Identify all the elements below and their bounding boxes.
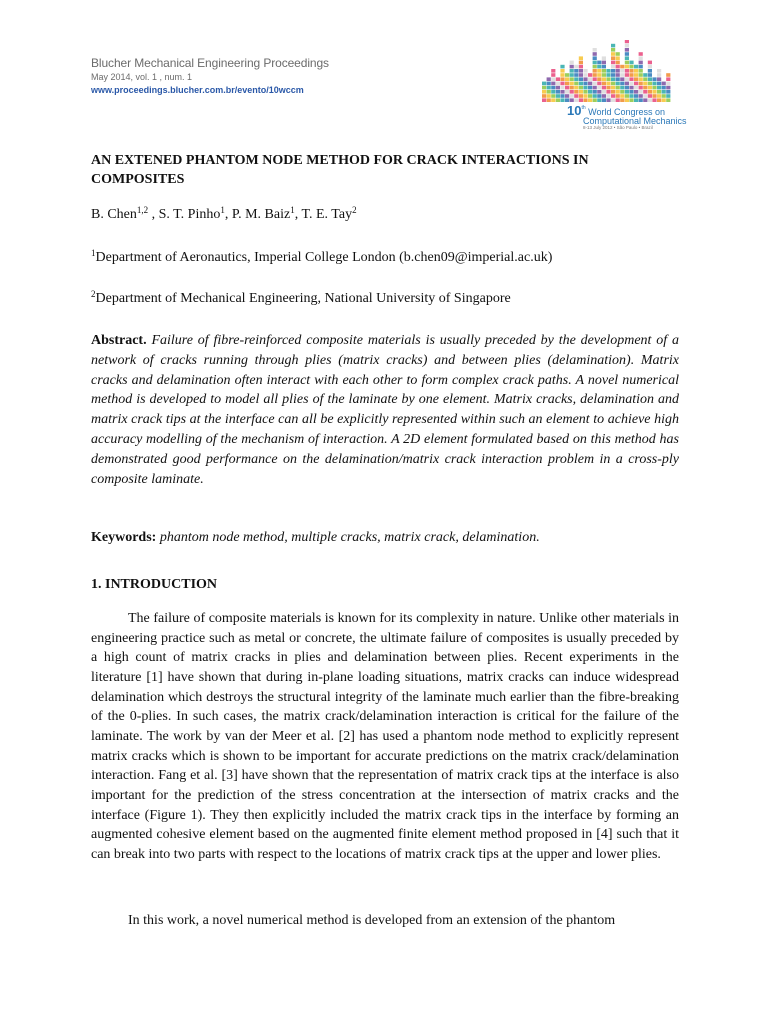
logo-tile	[611, 69, 615, 73]
logo-tile	[574, 73, 578, 77]
author-affil-sup: 1	[220, 205, 225, 215]
logo-tile	[583, 90, 587, 94]
logo-tile	[597, 77, 601, 81]
logo-tile	[602, 65, 606, 69]
affiliation-1	[91, 249, 552, 267]
logo-tile	[551, 94, 555, 98]
logo-tile	[666, 98, 670, 102]
logo-tile	[666, 90, 670, 94]
logo-tile	[639, 82, 643, 86]
logo-tile	[570, 98, 574, 102]
logo-tile	[593, 98, 597, 102]
logo-tile	[629, 65, 633, 69]
logo-tile	[597, 90, 601, 94]
logo-tile	[579, 98, 583, 102]
logo-tile	[616, 65, 620, 69]
logo-tile	[616, 94, 620, 98]
logo-tile	[643, 90, 647, 94]
logo-tile	[588, 77, 592, 81]
logo-tile	[616, 73, 620, 77]
logo-tile	[648, 65, 652, 69]
logo-tile	[620, 82, 624, 86]
logo-tile	[625, 77, 629, 81]
logo-tile	[629, 61, 633, 65]
logo-tile	[625, 73, 629, 77]
journal-issue: May 2014, vol. 1 , num. 1	[91, 72, 193, 82]
logo-tile	[666, 94, 670, 98]
logo-tile	[560, 69, 564, 73]
journal-name: Blucher Mechanical Engineering Proceedings	[91, 56, 329, 70]
logo-tile	[648, 94, 652, 98]
logo-tile	[616, 86, 620, 90]
author-name: P. M. Baiz	[231, 207, 291, 222]
logo-tile	[556, 90, 560, 94]
logo-tile	[597, 82, 601, 86]
logo-tile	[625, 61, 629, 65]
logo-tile	[634, 86, 638, 90]
logo-tile	[556, 86, 560, 90]
logo-tile	[593, 56, 597, 60]
logo-tile	[588, 73, 592, 77]
abstract	[91, 331, 679, 489]
logo-tile	[639, 52, 643, 56]
author-affil-sup: 2	[352, 205, 357, 215]
logo-tile	[625, 86, 629, 90]
logo-tile	[639, 86, 643, 90]
logo-tile	[639, 56, 643, 60]
logo-tile	[657, 94, 661, 98]
logo-tile	[574, 65, 578, 69]
logo-tile	[662, 98, 666, 102]
logo-tile	[551, 98, 555, 102]
logo-tile	[593, 52, 597, 56]
logo-tile	[551, 82, 555, 86]
logo-tile	[551, 90, 555, 94]
logo-tile	[579, 94, 583, 98]
logo-tile	[579, 61, 583, 65]
logo-tile	[639, 77, 643, 81]
logo-tile	[574, 86, 578, 90]
logo-tile	[616, 56, 620, 60]
logo-tile	[616, 82, 620, 86]
logo-tile	[560, 94, 564, 98]
logo-tile	[593, 48, 597, 52]
logo-tile	[662, 94, 666, 98]
logo-tile	[593, 73, 597, 77]
logo-tile	[602, 94, 606, 98]
logo-tile	[574, 69, 578, 73]
logo-tile	[662, 86, 666, 90]
logo-tile	[611, 44, 615, 48]
logo-tile	[565, 82, 569, 86]
logo-number: 10	[567, 103, 582, 118]
logo-tile	[616, 61, 620, 65]
logo-tile	[625, 52, 629, 56]
affiliation-2	[91, 290, 511, 308]
logo-tile	[588, 90, 592, 94]
logo-tile	[611, 61, 615, 65]
logo-tile	[579, 65, 583, 69]
logo-tile	[556, 94, 560, 98]
logo-tile	[570, 86, 574, 90]
logo-tile	[597, 86, 601, 90]
logo-tile	[611, 90, 615, 94]
logo-tile	[666, 73, 670, 77]
logo-tile	[602, 56, 606, 60]
logo-tile	[593, 69, 597, 73]
logo-tile	[620, 69, 624, 73]
logo-tile	[551, 77, 555, 81]
logo-tile	[565, 77, 569, 81]
logo-tile	[639, 90, 643, 94]
logo-tile	[547, 98, 551, 102]
logo-tile	[556, 82, 560, 86]
logo-tile	[583, 82, 587, 86]
body-paragraph: In this work, a novel numerical method is developed from an extension of the phantom	[128, 913, 616, 928]
logo-tile	[625, 90, 629, 94]
logo-tile	[597, 61, 601, 65]
logo-tile	[574, 94, 578, 98]
logo-tile	[643, 82, 647, 86]
logo-tile	[629, 86, 633, 90]
logo-tile	[648, 77, 652, 81]
logo-tile	[570, 73, 574, 77]
logo-tile	[602, 77, 606, 81]
logo-tile	[593, 82, 597, 86]
logo-tile	[625, 48, 629, 52]
logo-tile	[620, 98, 624, 102]
keywords	[91, 529, 679, 547]
logo-tile	[625, 82, 629, 86]
logo-tile	[574, 77, 578, 81]
logo-tile	[542, 94, 546, 98]
logo-tile	[565, 86, 569, 90]
logo-tile	[547, 77, 551, 81]
logo-tile	[643, 98, 647, 102]
logo-tile	[602, 69, 606, 73]
logo-tile	[602, 86, 606, 90]
logo-tile	[606, 98, 610, 102]
section-heading: 1. INTRODUCTION	[91, 577, 218, 592]
logo-tile	[657, 69, 661, 73]
logo-tile	[639, 69, 643, 73]
logo-tile	[597, 69, 601, 73]
logo-tile	[583, 77, 587, 81]
logo-tile	[570, 82, 574, 86]
logo-tile	[560, 77, 564, 81]
logo-tile	[611, 73, 615, 77]
logo-tile	[634, 94, 638, 98]
logo-tile	[611, 82, 615, 86]
logo-tile	[602, 98, 606, 102]
logo-tile	[593, 65, 597, 69]
logo-tile	[620, 73, 624, 77]
logo-tile	[662, 82, 666, 86]
abstract-label: Abstract.	[91, 333, 147, 348]
logo-tile	[620, 94, 624, 98]
logo-tile	[560, 82, 564, 86]
logo-tile	[570, 90, 574, 94]
logo-tile	[570, 65, 574, 69]
logo-tile	[570, 69, 574, 73]
logo-tile	[639, 98, 643, 102]
affiliation-text: Department of Mechanical Engineering, National University of Singapore	[95, 291, 511, 306]
logo-tile	[648, 73, 652, 77]
affiliation-text: Department of Aeronautics, Imperial College London (b.chen09@imperial.ac.uk)	[95, 250, 553, 265]
affiliation-sup: 2	[91, 289, 96, 299]
logo-tile	[593, 94, 597, 98]
logo-tile	[657, 86, 661, 90]
logo-tile	[629, 69, 633, 73]
logo-tile	[560, 73, 564, 77]
wccm-logo-text	[567, 103, 687, 126]
logo-tile	[657, 98, 661, 102]
logo-tile	[583, 73, 587, 77]
logo-tile	[597, 73, 601, 77]
logo-tile	[625, 69, 629, 73]
logo-tile	[556, 98, 560, 102]
logo-tile	[556, 77, 560, 81]
logo-tile	[602, 73, 606, 77]
logo-tile	[625, 56, 629, 60]
logo-tile	[648, 98, 652, 102]
journal-url-link[interactable]: www.proceedings.blucher.com.br/evento/10wccm	[91, 85, 304, 95]
logo-tile	[611, 65, 615, 69]
logo-tile	[560, 86, 564, 90]
logo-tile	[574, 98, 578, 102]
logo-tile	[542, 82, 546, 86]
logo-tile	[648, 82, 652, 86]
logo-tile	[620, 90, 624, 94]
logo-tile	[593, 90, 597, 94]
logo-tile	[574, 82, 578, 86]
logo-tile	[657, 90, 661, 94]
logo-tile	[662, 90, 666, 94]
logo-tile	[565, 73, 569, 77]
logo-tile	[625, 98, 629, 102]
logo-tile	[629, 90, 633, 94]
logo-tile	[570, 77, 574, 81]
abstract-text: Failure of fibre-reinforced composite materials is usually preceded by the development of a network of cracks running through plies (matrix cracks) and between plies (delamination). Matrix cracks and delamination often interact with each other to form complex crack paths. A novel numerical method is developed to model all plies of the laminate by one element. Matrix cracks, delamination and matrix crack tips at the interface can all be explicitly represented within such an element to achieve high accuracy modelling of the mechanism of interaction. A 2D element formulated based on this method has demonstrated good performance on the delamination/matrix crack interaction problem in a cross-ply composite laminate.	[91, 333, 680, 487]
logo-tile	[616, 52, 620, 56]
logo-tile	[620, 65, 624, 69]
logo-tile	[602, 90, 606, 94]
logo-tile	[565, 98, 569, 102]
logo-tile	[620, 86, 624, 90]
logo-tile	[551, 86, 555, 90]
logo-tile	[625, 94, 629, 98]
logo-tile	[579, 69, 583, 73]
logo-tile	[588, 86, 592, 90]
logo-tile	[560, 98, 564, 102]
logo-tile	[634, 82, 638, 86]
logo-tile	[593, 86, 597, 90]
logo-superscript: th	[581, 105, 586, 111]
logo-tile	[593, 77, 597, 81]
logo-tile	[634, 77, 638, 81]
logo-tile	[602, 61, 606, 65]
logo-tile	[616, 98, 620, 102]
logo-tile	[666, 82, 670, 86]
logo-tile	[629, 82, 633, 86]
logo-tile	[579, 86, 583, 90]
logo-tile	[643, 94, 647, 98]
logo-tile	[579, 77, 583, 81]
logo-tile	[629, 77, 633, 81]
logo-tile	[629, 98, 633, 102]
logo-tile	[652, 90, 656, 94]
logo-tile	[542, 90, 546, 94]
logo-tile	[570, 61, 574, 65]
logo-tile	[588, 82, 592, 86]
logo-tile	[551, 69, 555, 73]
logo-tile	[625, 44, 629, 48]
logo-tile	[634, 98, 638, 102]
body-paragraph: The failure of composite materials is known for its complexity in nature. Unlike other materials in engineering practice such as metal or concrete, the ultimate failure of composites is usually preceded by a high count of matrix cracks in plies and delamination between plies. Recent experiments in the literature [1] have shown that during in-plane loading situations, matrix cracks can induce widespread delamination which destroys the structural integrity of the laminate much earlier than the fibre-breaking of the 0-plies. In such cases, the matrix crack/delamination interaction is critical for the failure of the laminate. The work by van der Meer et al. [2] has used a phantom node method to explicitly represent matrix cracks which is shown to be important for accurate predictions on the matrix crack/delamination interaction. Fang et al. [3] have shown that the representation of matrix crack tips at the interface is also important for the prediction of the stress concentration at the intersection of matrix cracks and the interface (Figure 1). They then explicitly included the matrix crack tips in the interface by forming an augmented cohesive element based on the augmented finite element method proposed in [4] such that it can break into two parts with respect to the locations of matrix crack tips at the upper and lower plies.	[91, 611, 679, 862]
logo-tile	[565, 94, 569, 98]
logo-tile	[616, 69, 620, 73]
logo-tile	[542, 86, 546, 90]
logo-tile	[620, 77, 624, 81]
logo-tile	[547, 94, 551, 98]
logo-tile	[652, 94, 656, 98]
logo-tile	[611, 86, 615, 90]
author-name: T. E. Tay	[301, 207, 353, 222]
logo-tile	[583, 69, 587, 73]
logo-tile	[579, 56, 583, 60]
logo-tile	[560, 65, 564, 69]
logo-tile	[611, 56, 615, 60]
logo-tile	[652, 77, 656, 81]
logo-tile	[639, 65, 643, 69]
logo-tile	[634, 90, 638, 94]
logo-tile	[634, 69, 638, 73]
logo-tile	[547, 82, 551, 86]
logo-tile	[565, 90, 569, 94]
logo-tile	[574, 90, 578, 94]
logo-tile	[547, 90, 551, 94]
logo-tile	[643, 73, 647, 77]
logo-tile	[639, 94, 643, 98]
logo-dates: 8-13 July 2012 • São Paulo • Brazil	[583, 125, 653, 130]
logo-tile	[570, 94, 574, 98]
logo-tile	[597, 98, 601, 102]
logo-tile	[583, 94, 587, 98]
logo-tile	[551, 73, 555, 77]
logo-tile	[560, 90, 564, 94]
logo-tile	[652, 86, 656, 90]
logo-tile	[616, 77, 620, 81]
logo-tile	[616, 90, 620, 94]
logo-tile	[606, 73, 610, 77]
logo-tile	[611, 48, 615, 52]
logo-tile	[606, 86, 610, 90]
logo-tile	[579, 73, 583, 77]
keywords-text: phantom node method, multiple cracks, matrix crack, delamination.	[159, 530, 540, 545]
author-affil-sup: 1	[290, 205, 295, 215]
logo-tile	[593, 61, 597, 65]
author-name: S. T. Pinho	[158, 207, 221, 222]
logo-tile	[611, 94, 615, 98]
logo-tile	[629, 73, 633, 77]
affiliation-sup: 1	[91, 248, 96, 258]
logo-tile	[643, 77, 647, 81]
logo-tile	[583, 98, 587, 102]
logo-tile	[666, 77, 670, 81]
logo-tile	[611, 52, 615, 56]
author-name: B. Chen	[91, 207, 137, 222]
logo-tile	[634, 73, 638, 77]
logo-tile	[579, 82, 583, 86]
logo-tile	[657, 73, 661, 77]
logo-tile	[634, 65, 638, 69]
logo-tile	[639, 61, 643, 65]
logo-tile	[547, 86, 551, 90]
logo-tile	[583, 86, 587, 90]
logo-tile	[657, 77, 661, 81]
logo-tile	[652, 82, 656, 86]
logo-tile	[657, 82, 661, 86]
logo-line2: Computational Mechanics	[583, 116, 687, 126]
logo-tile	[606, 77, 610, 81]
keywords-label: Keywords:	[91, 530, 157, 545]
author-list: B. Chen$^{1,2}$ , S. T. Pinho$^1$, P. M. Baiz$^1$, T. E. Tay$^2$	[91, 205, 357, 222]
logo-tile	[602, 82, 606, 86]
logo-tile	[625, 65, 629, 69]
logo-line1: World Congress on	[588, 107, 666, 117]
logo-tile	[611, 77, 615, 81]
author-affil-sup: 1,2	[136, 205, 149, 215]
logo-tile	[611, 98, 615, 102]
logo-tile	[639, 73, 643, 77]
logo-tile	[629, 94, 633, 98]
logo-tile	[648, 69, 652, 73]
logo-tile	[606, 90, 610, 94]
logo-tile	[606, 94, 610, 98]
logo-tile	[606, 69, 610, 73]
paper-title: AN EXTENED PHANTOM NODE METHOD FOR CRACK INTERACTIONS IN COMPOSITES	[91, 153, 589, 187]
logo-tile	[588, 94, 592, 98]
logo-tile	[597, 94, 601, 98]
logo-tile	[542, 98, 546, 102]
logo-tile	[652, 98, 656, 102]
logo-tile	[597, 65, 601, 69]
logo-tile	[648, 90, 652, 94]
logo-tile	[588, 98, 592, 102]
logo-tile	[606, 82, 610, 86]
logo-tile	[625, 40, 629, 43]
logo-tile	[648, 86, 652, 90]
logo-tile	[643, 86, 647, 90]
logo-tile	[648, 61, 652, 65]
logo-tile	[579, 90, 583, 94]
logo-tile	[666, 86, 670, 90]
